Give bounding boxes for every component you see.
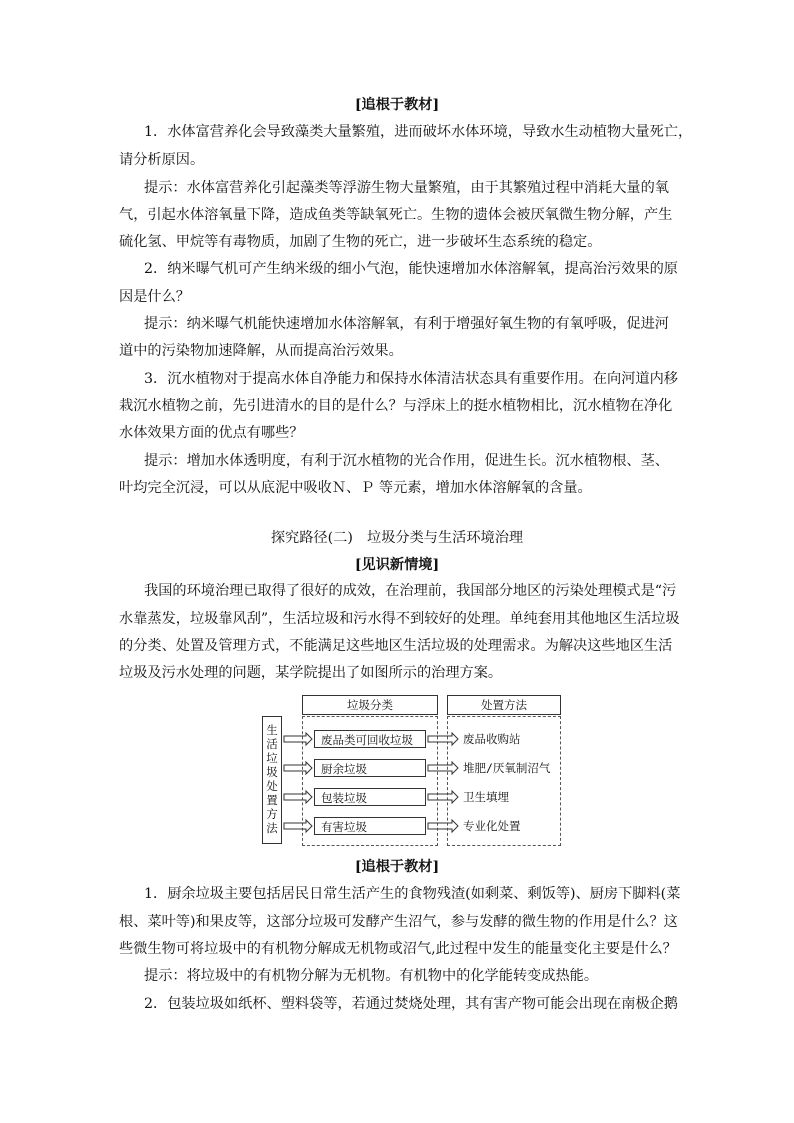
method-label: 卫生填埋 bbox=[463, 790, 509, 804]
category-box: 有害垃圾 bbox=[314, 817, 426, 835]
answer-2-line: 道中的污染物加速降解，从而提高治污效果。 bbox=[119, 343, 403, 359]
answer-3-line: 叶均完全沉浸，可以从底泥中吸收Ｎ、Ｐ 等元素，增加水体溶解氧的含量。 bbox=[119, 480, 592, 496]
left-label-char: 法 bbox=[266, 821, 278, 835]
category-box: 包装垃圾 bbox=[314, 788, 426, 806]
paragraph-line: 的分类、处置及管理方式，不能满足这些地区生活垃圾的处理需求。为解决这些地区生活 bbox=[119, 638, 673, 654]
answer-2-line: 提示：纳米曝气机能快速增加水体溶解氧，有利于增强好氧生物的有氧呼吸，促进河 bbox=[144, 316, 669, 332]
question-1-line: 根、菜叶等)和果皮等，这部分垃圾可发酵产生沼气，参与发酵的微生物的作用是什么？这 bbox=[119, 914, 678, 930]
column-header-method: 处置方法 bbox=[447, 695, 561, 715]
category-box: 废品类可回收垃圾 bbox=[314, 730, 426, 748]
section-subheading: [见识新情境] bbox=[354, 557, 440, 573]
paragraph-line: 垃圾及污水处理的问题，某学院提出了如图所示的治理方案。 bbox=[119, 665, 503, 681]
arrow-icon bbox=[428, 762, 458, 774]
method-label: 堆肥/厌氧制沼气 bbox=[463, 761, 551, 775]
question-2-line: 2．包装垃圾如纸杯、塑料袋等，若通过焚烧处理，其有害产物可能会出现在南极企鹅 bbox=[144, 996, 678, 1012]
method-label: 专业化处置 bbox=[463, 819, 521, 833]
column-header-classification: 垃圾分类 bbox=[302, 695, 438, 715]
answer-1-line: 提示：水体富营养化引起藻类等浮游生物大量繁殖，由于其繁殖过程中消耗大量的氧 bbox=[144, 180, 669, 196]
question-1-line: 1．水体富营养化会导致藻类大量繁殖，进而破坏水体环境，导致水生动植物大量死亡， bbox=[144, 124, 693, 140]
question-3-line: 栽沉水植物之前，先引进清水的目的是什么？与浮床上的挺水植物相比，沉水植物在净化 bbox=[119, 398, 673, 414]
paragraph-line: 水靠蒸发，垃圾靠风刮”，生活垃圾和污水得不到较好的处理。单纯套用其他地区生活垃圾 bbox=[119, 611, 680, 627]
section-heading: [追根于教材] bbox=[354, 97, 440, 113]
question-1-line: 请分析原因。 bbox=[119, 152, 205, 168]
question-2-line: 2．纳米曝气机可产生纳米级的细小气泡，能快速增加水体溶解氧，提高治污效果的原 bbox=[144, 261, 678, 277]
left-label-char: 置 bbox=[266, 793, 278, 807]
arrow-icon bbox=[284, 791, 312, 803]
answer-3-line: 提示：增加水体透明度，有利于沉水植物的光合作用，促进生长。沉水植物根、茎、 bbox=[144, 453, 669, 469]
left-label-char: 活 bbox=[266, 737, 278, 751]
section-heading: [追根于教材] bbox=[354, 859, 440, 875]
left-label-char: 圾 bbox=[266, 765, 278, 779]
question-2-line: 因是什么？ bbox=[119, 289, 190, 305]
question-3-line: 水体效果方面的优点有哪些？ bbox=[119, 425, 304, 441]
question-1-line: 些微生物可将垃圾中的有机物分解成无机物或沼气,此过程中发生的能量变化主要是什么？ bbox=[119, 941, 677, 957]
answer-1-line: 提示：将垃圾中的有机物分解为无机物。有机物中的化学能转变成热能。 bbox=[144, 968, 599, 984]
arrow-icon bbox=[284, 820, 312, 832]
answer-1-line: 气，引起水体溶氧量下降，造成鱼类等缺氧死亡。生物的遗体会被厌氧微生物分解，产生 bbox=[119, 207, 673, 223]
category-box: 厨余垃圾 bbox=[314, 759, 426, 777]
paragraph-line: 我国的环境治理已取得了很好的成效，在治理前，我国部分地区的污染处理模式是“污 bbox=[144, 583, 677, 599]
left-label-char: 垃 bbox=[266, 751, 278, 765]
left-label-char: 处 bbox=[266, 779, 278, 793]
arrow-icon bbox=[428, 791, 458, 803]
left-label-char: 方 bbox=[266, 807, 278, 821]
arrow-icon bbox=[428, 733, 458, 745]
section-title: 探究路径(二) 垃圾分类与生活环境治理 bbox=[270, 530, 524, 546]
arrow-icon bbox=[284, 762, 312, 774]
question-1-line: 1．厨余垃圾主要包括居民日常生活产生的食物残渣(如剩菜、剩饭等)、厨房下脚料(菜 bbox=[144, 886, 681, 902]
arrow-icon bbox=[428, 820, 458, 832]
method-label: 废品收购站 bbox=[463, 732, 521, 746]
arrow-icon bbox=[284, 733, 312, 745]
answer-1-line: 硫化氢、甲烷等有毒物质，加剧了生物的死亡，进一步破坏生态系统的稳定。 bbox=[119, 234, 602, 250]
left-label-char: 生 bbox=[266, 723, 278, 737]
question-3-line: 3．沉水植物对于提高水体自净能力和保持水体清洁状态具有重要作用。在向河道内移 bbox=[144, 371, 678, 387]
